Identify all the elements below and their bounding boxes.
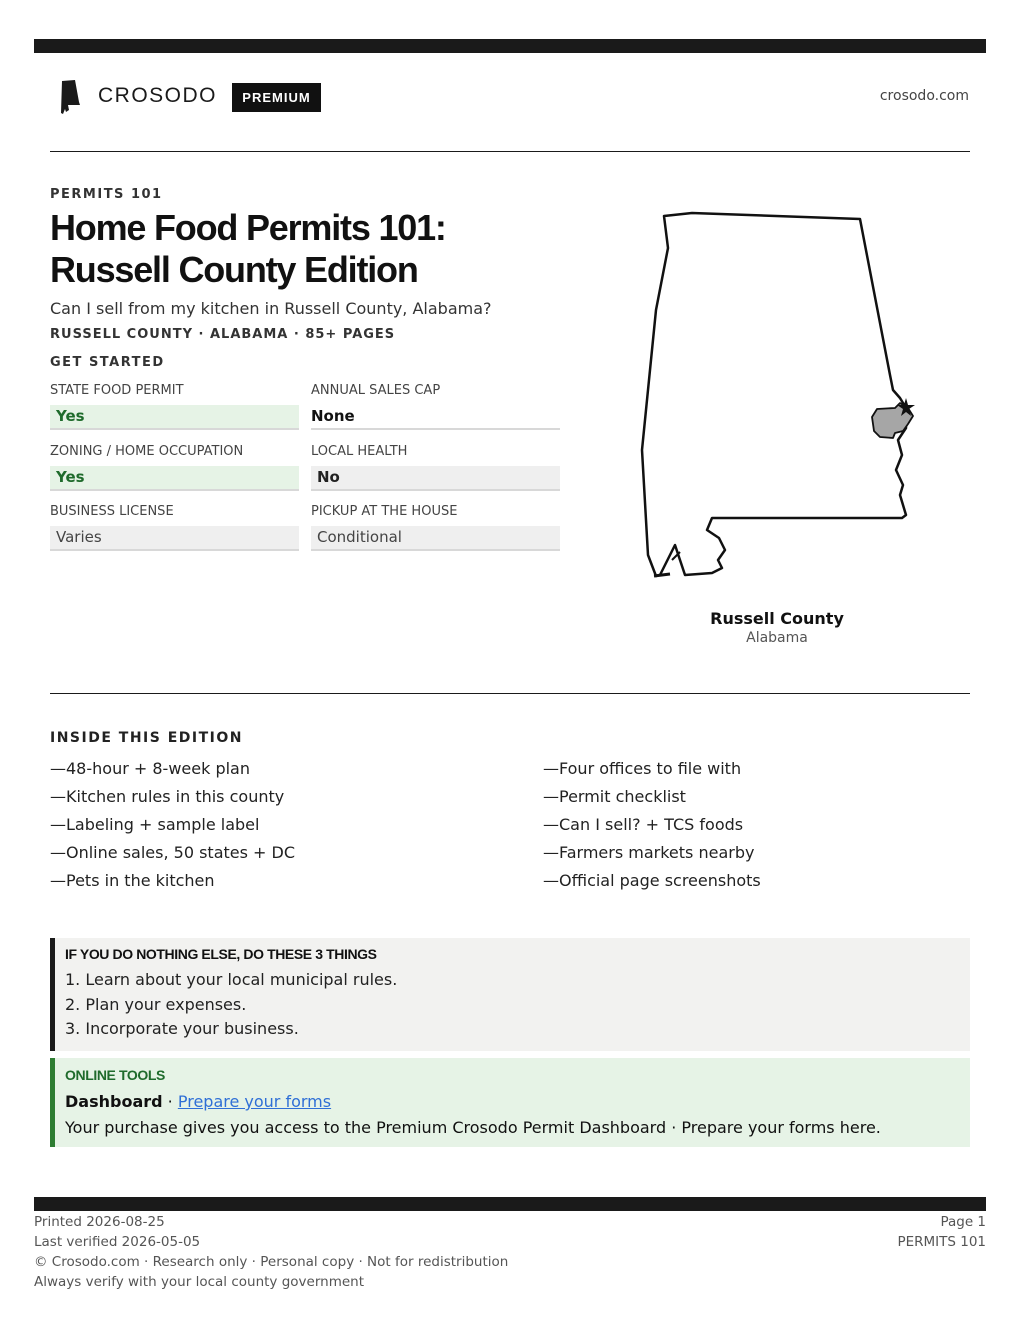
callout-title: IF YOU DO NOTHING ELSE, DO THESE 3 THINGS (65, 946, 377, 962)
fact-value: Conditional (311, 526, 560, 551)
list-item: —Kitchen rules in this county (50, 787, 285, 806)
state-map (636, 205, 926, 585)
footer-right (897, 1212, 986, 1252)
bottom-rule-bar (34, 1197, 986, 1211)
eyebrow-label: PERMITS 101 (50, 187, 163, 202)
get-started-heading: GET STARTED (50, 355, 165, 370)
section-divider (50, 693, 970, 694)
list-item: —48-hour + 8-week plan (50, 759, 250, 778)
premium-badge: PREMIUM (232, 83, 321, 112)
fact-value: Yes (50, 466, 299, 491)
map-caption (710, 609, 844, 646)
list-item: —Farmers markets nearby (543, 843, 755, 862)
inside-list-left (50, 755, 295, 895)
header-divider (50, 151, 970, 152)
callout-item: 1. Learn about your local municipal rules. (65, 970, 398, 989)
fact-label: PICKUP AT THE HOUSE (311, 504, 458, 519)
fact-label: ZONING / HOME OCCUPATION (50, 444, 244, 459)
fact-value: None (311, 405, 560, 430)
tools-description: Your purchase gives you access to the Premium Crosodo Permit Dashboard · Prepare your forms here. (65, 1118, 881, 1137)
inside-edition-heading: INSIDE THIS EDITION (50, 730, 243, 746)
meta-line: RUSSELL COUNTY · ALABAMA · 85+ PAGES (50, 327, 396, 342)
callout-item: 3. Incorporate your business. (65, 1019, 299, 1038)
fact-value: Varies (50, 526, 299, 551)
tools-separator: · (162, 1092, 178, 1111)
fact-zoning (50, 443, 299, 491)
top-rule-bar (34, 39, 986, 53)
page-number: Page 1 (940, 1214, 986, 1230)
fact-annual-sales-cap (311, 382, 560, 430)
map-state-label: Alabama (746, 630, 808, 646)
state-outline (642, 213, 906, 576)
fact-state-food-permit (50, 382, 299, 430)
fact-label: BUSINESS LICENSE (50, 504, 174, 519)
list-item: —Online sales, 50 states + DC (50, 843, 296, 862)
verified-date: Last verified 2026-05-05 (34, 1234, 201, 1250)
fact-value: Yes (50, 405, 299, 430)
footer-section: PERMITS 101 (897, 1234, 986, 1250)
fact-value: No (311, 466, 560, 491)
dashboard-label: Dashboard (65, 1092, 163, 1111)
online-tools-title: ONLINE TOOLS (65, 1067, 165, 1083)
list-item: —Labeling + sample label (50, 815, 260, 834)
fact-business-license (50, 503, 299, 551)
page-title: Home Food Permits 101: Russell County Edition (50, 207, 446, 290)
list-item: —Can I sell? + TCS foods (543, 815, 744, 834)
copyright: © Crosodo.com · Research only · Personal copy · Not for redistribution (34, 1254, 509, 1270)
printed-date: Printed 2026-08-25 (34, 1214, 165, 1230)
fact-local-health (311, 443, 560, 491)
fact-label: LOCAL HEALTH (311, 444, 408, 459)
fact-label: ANNUAL SALES CAP (311, 383, 441, 398)
list-item: —Four offices to file with (543, 759, 742, 778)
alabama-logo-icon (60, 80, 82, 114)
list-item: —Permit checklist (543, 787, 686, 806)
footer-left (34, 1212, 508, 1292)
fact-pickup-at-house (311, 503, 560, 551)
online-tools-panel (50, 1058, 970, 1147)
page-subtitle: Can I sell from my kitchen in Russell County, Alabama? (50, 299, 492, 318)
inside-list-right (543, 755, 761, 895)
fact-label: STATE FOOD PERMIT (50, 383, 184, 398)
site-url[interactable]: crosodo.com (879, 88, 969, 104)
callout-item: 2. Plan your expenses. (65, 994, 247, 1014)
tools-dashboard-line (65, 1089, 970, 1115)
brand-name[interactable]: CROSODO (98, 84, 218, 107)
list-item: —Pets in the kitchen (50, 871, 215, 890)
map-county-label: Russell County (710, 609, 844, 628)
three-things-callout (50, 938, 970, 1051)
disclaimer: Always verify with your local county government (34, 1274, 364, 1290)
prepare-forms-link[interactable]: Prepare your forms (177, 1092, 332, 1111)
list-item: —Official page screenshots (543, 871, 761, 890)
